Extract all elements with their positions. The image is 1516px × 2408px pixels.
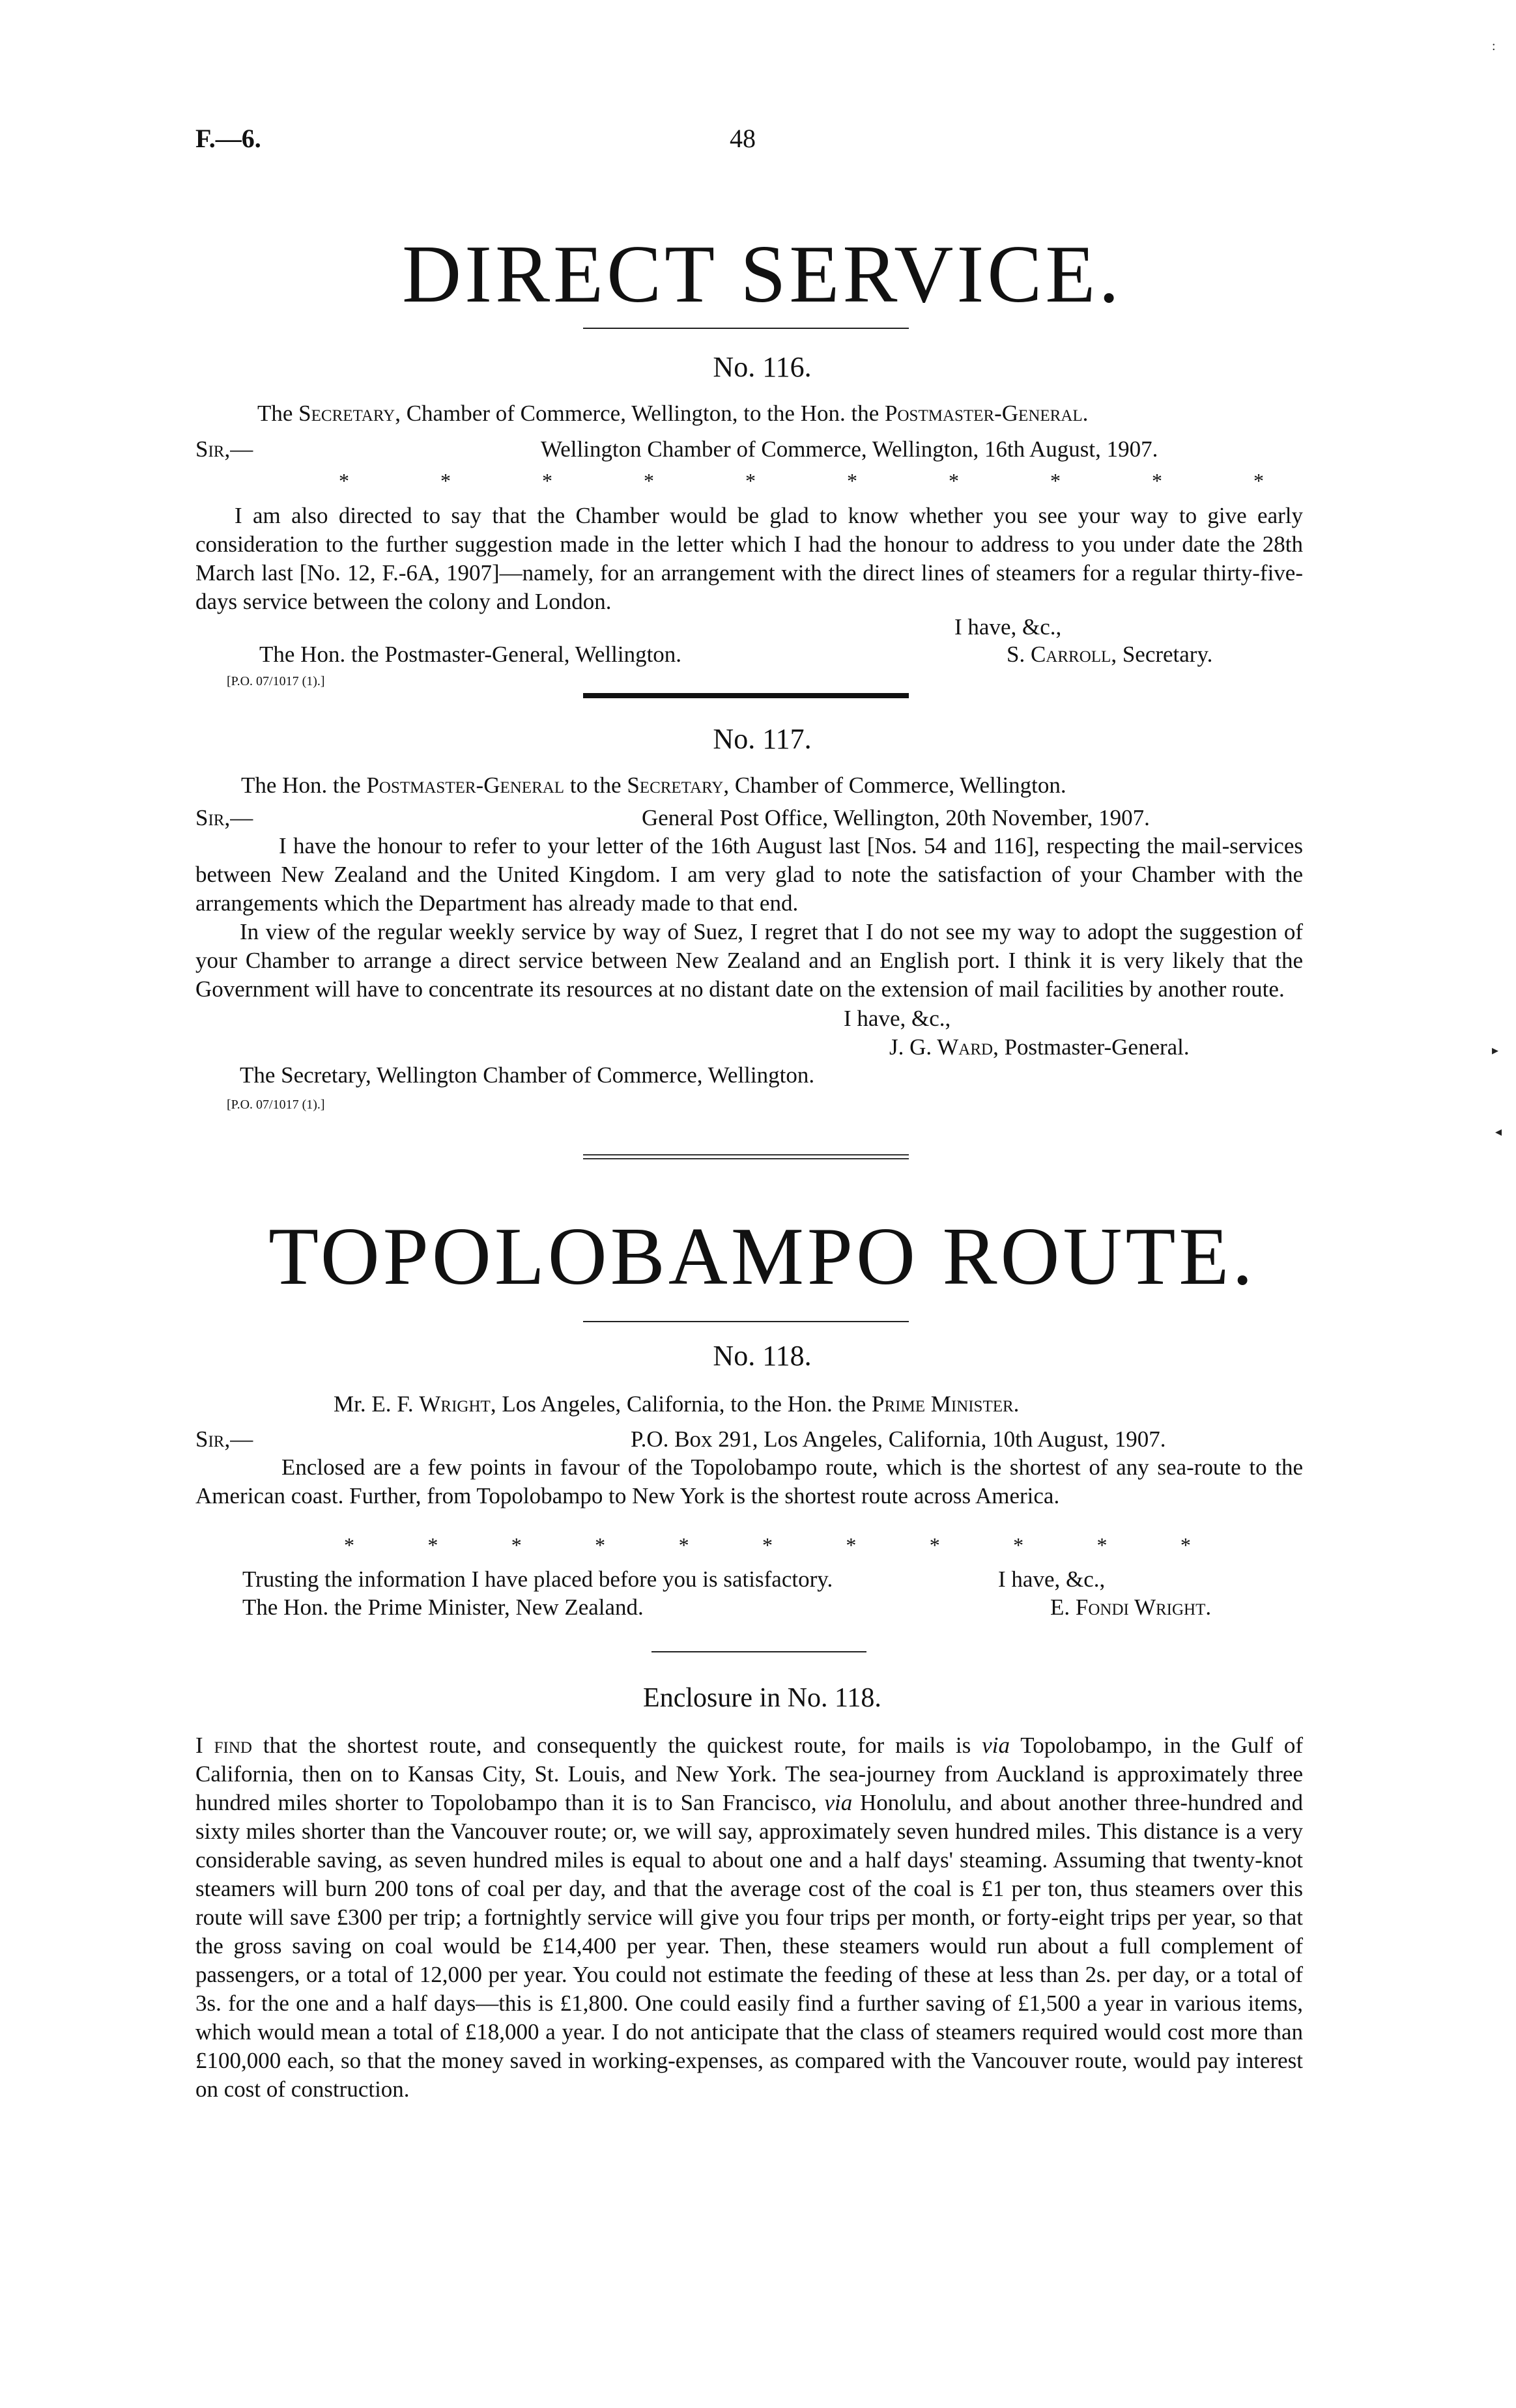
letter-117-paragraph-1: I have the honour to refer to your letter of the 16th August last [Nos. 54 and 116], respecting the mail-services between New Zealand and the United Kingdom. I am very glad to note the satisfaction of your Chamber with the arrangements which the Department has already made to that end.	[195, 833, 1303, 916]
letter-117-file-reference: [P.O. 07/1017 (1).]	[227, 1098, 325, 1112]
margin-mark: :	[1492, 39, 1496, 53]
margin-mark: ▸	[1492, 1043, 1499, 1058]
letter-divider	[583, 693, 909, 698]
letter-117-heading: The Hon. the Postmaster-General to the Secretary, Chamber of Commerce, Wellington.	[241, 772, 1066, 798]
letter-117-closing: I have, &c.,	[844, 1006, 951, 1031]
letter-117-paragraph-2: In view of the regular weekly service by way of Suez, I regret that I do not see my way to adopt the suggestion of your Chamber to arrange a direct service between New Zealand and an English port. I think it is very likely that the Government will have to concentrate its resources at no distant date on the extension of mail facilities by another route.	[195, 919, 1303, 1002]
letter-116-closing: I have, &c.,	[954, 614, 1062, 640]
letter-118-number: No. 118.	[713, 1340, 812, 1372]
letter-117-signature: J. G. Ward, Postmaster-General.	[889, 1034, 1190, 1060]
margin-mark: ◂	[1495, 1125, 1502, 1139]
section-rule	[583, 1321, 909, 1322]
letter-116-number: No. 116.	[713, 351, 812, 383]
letter-117-number: No. 117.	[713, 723, 812, 755]
letter-118-trusting: Trusting the information I have placed before you is satisfactory.	[242, 1566, 833, 1592]
enclosure-title: Enclosure in No. 118.	[643, 1683, 881, 1713]
letter-116-recipient: The Hon. the Postmaster-General, Wellington.	[259, 642, 682, 667]
letter-118-heading: Mr. E. F. Wright, Los Angeles, California, to the Hon. the Prime Minister.	[334, 1391, 1020, 1417]
letter-116-salutation: Sir,—	[195, 436, 253, 462]
section-title-direct-service: DIRECT SERVICE.	[402, 229, 1123, 320]
letter-118-closing: I have, &c.,	[998, 1566, 1106, 1592]
section-rule	[583, 328, 909, 329]
section-double-rule	[583, 1154, 909, 1159]
letter-116-signature: S. Carroll, Secretary.	[1007, 642, 1213, 667]
letter-116-address: Wellington Chamber of Commerce, Wellington, 16th August, 1907.	[541, 436, 1158, 462]
letter-117-address: General Post Office, Wellington, 20th November, 1907.	[642, 805, 1150, 830]
page-number: 48	[730, 124, 756, 153]
letter-118-recipient: The Hon. the Prime Minister, New Zealand.	[242, 1594, 644, 1620]
letter-118-salutation: Sir,—	[195, 1426, 253, 1452]
letter-118-omission-stars: * * * * * * * * * * *	[344, 1533, 1191, 1557]
letter-116-omission-stars: * * * * * * * * * *	[339, 469, 1264, 492]
section-rule	[651, 1651, 866, 1652]
enclosure-body: I find that the shortest route, and consequently the quickest route, for mails is via Topolobampo, in the Gulf of California, then on to Kansas City, St. Louis, and New York. The sea-journey from Auckland is approximately three hundred miles shorter to Topolobampo than it is to San Francisco, via Honolulu, and about another three-hundred and sixty miles shorter than the Vancouver route; or, we will say, approximately seven hundred miles. This distance is a very considerable saving, as seven hundred miles is equal to about one and a half days' steaming. Assuming that twenty-knot steamers will burn 200 tons of coal per day, and that the average cost of the coal is £1 per ton, thus steamers over this route will save £300 per trip; a fortnightly service will give you four trips per month, or forty-eight trips per year, so that the gross saving on coal would be £14,400 per year. Then, these steamers would run about a full complement of passengers, or a total of 12,000 per year. You could not estimate the feeding of these at less than 2s. per day, or a total of 3s. for the one and a half days—this is £1,800. One could easily find a further saving of £1,500 a year in various items, which would mean a total of £18,000 a year. I do not anticipate that the class of steamers required would cost more than £100,000 each, so that the money saved in working-expenses, as compared with the Vancouver route, would pay interest on cost of construction.	[195, 1733, 1303, 2102]
letter-116-file-reference: [P.O. 07/1017 (1).]	[227, 674, 325, 688]
letter-116-heading: The Secretary, Chamber of Commerce, Wellington, to the Hon. the Postmaster-General.	[257, 401, 1089, 426]
section-title-topolobampo-route: TOPOLOBAMPO ROUTE.	[268, 1211, 1256, 1302]
letter-118-signature: E. Fondi Wright.	[1050, 1594, 1212, 1620]
letter-117-recipient: The Secretary, Wellington Chamber of Commerce, Wellington.	[240, 1062, 815, 1088]
letter-118-address: P.O. Box 291, Los Angeles, California, 10th August, 1907.	[631, 1426, 1166, 1452]
letter-116-body: I am also directed to say that the Chamber would be glad to know whether you see your way to give early consideration to the further suggestion made in the letter which I had the honour to address to you under date the 28th March last [No. 12, F.-6A, 1907]—namely, for an arrangement with the direct lines of steamers for a regular thirty-five-days service between the colony and London.	[195, 503, 1303, 614]
letter-118-paragraph: Enclosed are a few points in favour of the Topolobampo route, which is the shortest of any sea-route to the American coast. Further, from Topolobampo to New York is the shortest route across America.	[195, 1454, 1303, 1509]
document-reference: F.—6.	[195, 124, 261, 153]
letter-117-salutation: Sir,—	[195, 805, 253, 830]
